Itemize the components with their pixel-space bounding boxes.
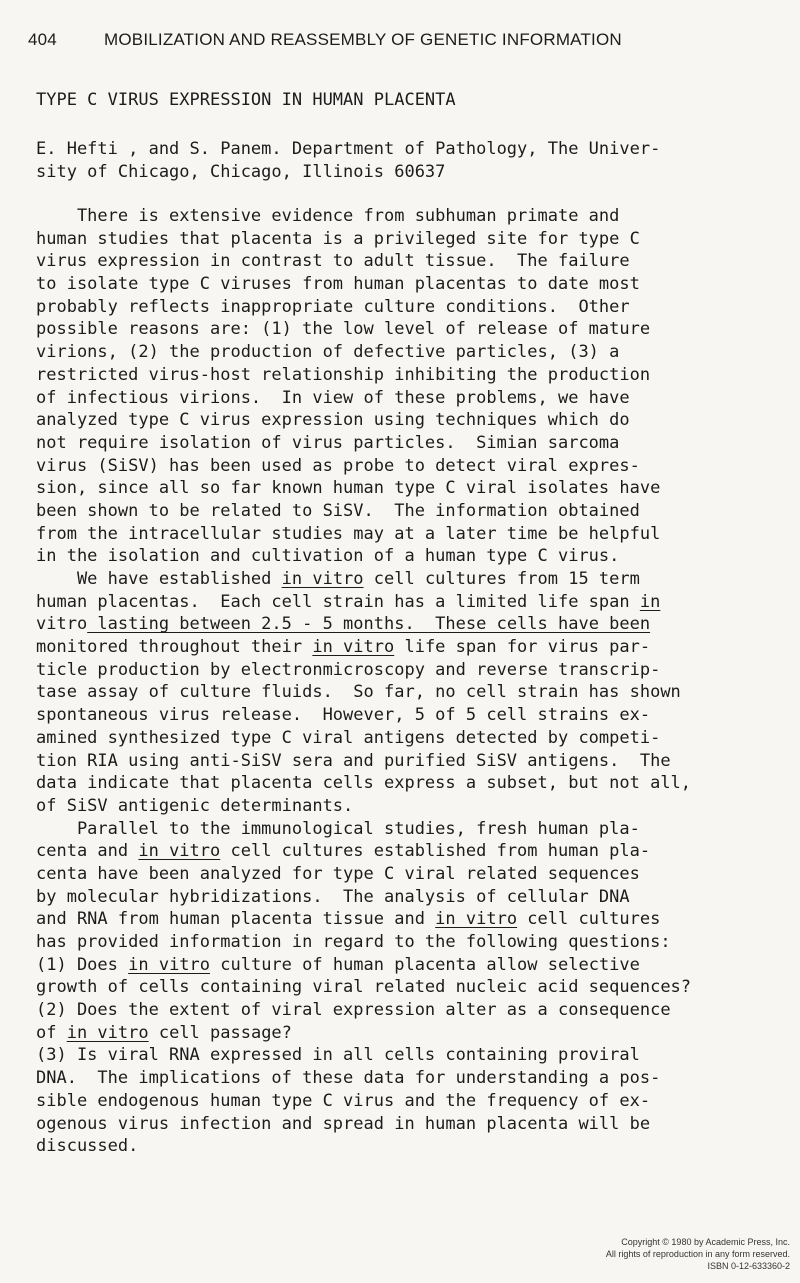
body-text-segment: amined synthesized type C viral antigens detected by competi- [36,727,661,748]
body-line [36,387,800,410]
body-line [36,750,800,773]
body-text-segment: to isolate type C viruses from human placentas to date most [36,274,640,295]
body-text-segment: tase assay of culture fluids. So far, no cell strain has shown [36,682,681,703]
body-text-segment: growth of cells containing viral related nucleic acid sequences? [36,977,692,998]
abstract-body [36,205,800,1158]
body-line [36,727,800,750]
body-text-segment: of SiSV antigenic determinants. [36,795,354,816]
body-text-segment: DNA. The implications of these data for understanding a pos- [36,1068,661,1089]
body-text-segment: tion RIA using anti-SiSV sera and purified SiSV antigens. The [36,750,671,771]
body-line [36,318,800,341]
body-line [36,954,800,977]
body-text-segment: sible endogenous human type C virus and the frequency of ex- [36,1090,651,1111]
body-text-segment: ticle production by electronmicroscopy and reverse transcrip- [36,659,661,680]
body-line [36,364,800,387]
copyright-line: Copyright © 1980 by Academic Press, Inc. [621,1237,790,1247]
page-number: 404 [28,30,57,49]
body-line [36,818,800,841]
body-line [36,681,800,704]
body-line [36,999,800,1022]
body-line [36,273,800,296]
body-text-segment: centa and [36,841,139,862]
author-affiliation-line-1: E. Hefti , and S. Panem. Department of Pathology, The Univer- [36,139,661,159]
body-line [36,1090,800,1113]
body-line [36,205,800,228]
copyright-notice [505,1236,790,1272]
body-text-segment: data indicate that placenta cells express a subset, but not all, [36,773,692,794]
body-line [36,409,800,432]
body-text-segment: (2) Does the extent of viral expression alter as a consequence [36,1000,671,1021]
underlined-term: in vitro [128,954,211,975]
body-line [36,931,800,954]
running-title: MOBILIZATION AND REASSEMBLY OF GENETIC INFORMATION [104,30,622,49]
body-text-segment: (3) Is viral RNA expressed in all cells containing proviral [36,1045,640,1066]
body-text-segment: We have established [36,569,282,589]
underlined-term: in vitro [138,841,221,862]
body-text-segment: possible reasons are: (1) the low level of release of mature [36,319,651,340]
body-text-segment: sion, since all so far known human type C viral isolates have [36,478,661,499]
body-line [36,886,800,909]
body-line [36,1067,800,1090]
body-text-segment: virus (SiSV) has been used as probe to detect viral expres- [36,455,640,476]
body-text-segment: virions, (2) the production of defective particles, (3) a [36,342,620,363]
body-line [36,1113,800,1136]
body-line [36,772,800,795]
body-line [36,795,800,818]
body-line [36,228,800,251]
body-line [36,545,800,568]
body-text-segment: There is extensive evidence from subhuman primate and [36,206,620,226]
author-affiliation-line-2: sity of Chicago, Chicago, Illinois 60637 [36,162,446,182]
body-text-segment: Parallel to the immunological studies, fresh human pla- [36,818,640,839]
rights-line: All rights of reproduction in any form reserved. [605,1249,790,1259]
body-line [36,976,800,999]
body-line [36,477,800,500]
underlined-term: in [639,591,661,612]
body-line [36,840,800,863]
body-text-segment: cell cultures from 15 term [363,569,640,589]
body-line [36,636,800,659]
isbn-line: ISBN 0-12-633360-2 [707,1261,790,1271]
body-line [36,523,800,546]
body-line [36,863,800,886]
body-text-segment: virus expression in contrast to adult tissue. The failure [36,251,630,272]
body-text-segment: has provided information in regard to the following questions: [36,932,671,952]
underlined-term: lasting between 2.5 - 5 months. These cells have been [87,614,651,635]
body-text-segment: (1) Does [36,954,129,975]
body-line [36,250,800,273]
body-text-segment: discussed. [36,1136,139,1157]
body-text-segment: in the isolation and cultivation of a human type C virus. [36,546,620,567]
underlined-term: in vitro [66,1022,149,1043]
body-text-segment: centa have been analyzed for type C viral related sequences [36,863,640,884]
underlined-term: in vitro [312,637,395,658]
body-line [36,591,800,614]
body-text-segment: ogenous virus infection and spread in human placenta will be [36,1113,651,1134]
body-text-segment: probably reflects inappropriate culture conditions. Other [36,296,630,317]
body-line [36,659,800,682]
body-text-segment: of infectious virions. In view of these problems, we have [36,387,630,408]
body-text-segment: culture of human placenta allow selective [210,954,640,975]
body-line [36,1135,800,1158]
underlined-term: in vitro [281,569,364,589]
body-line [36,296,800,319]
body-text-segment: life span for virus par- [394,637,651,658]
body-text-segment: not require isolation of virus particles. Simian sarcoma [36,432,620,453]
body-line [36,432,800,455]
body-line [36,455,800,478]
body-text-segment: cell cultures [517,909,661,930]
running-header [28,30,758,56]
body-text-segment: spontaneous virus release. However, 5 of 5 cell strains ex- [36,705,651,726]
body-text-segment: analyzed type C virus expression using techniques which do [36,410,630,431]
underlined-term: in vitro [435,909,518,930]
body-line [36,1044,800,1067]
body-text-segment: vitro [36,614,88,635]
body-text-segment: of [36,1022,67,1043]
body-text-segment: cell passage? [148,1022,292,1043]
body-text-segment: restricted virus-host relationship inhibiting the production [36,364,651,385]
article-title: TYPE C VIRUS EXPRESSION IN HUMAN PLACENTA [36,90,456,110]
body-line [36,1022,800,1045]
body-text-segment: human studies that placenta is a privileged site for type C [36,228,640,249]
body-text-segment: been shown to be related to SiSV. The information obtained [36,500,640,521]
body-line [36,908,800,931]
body-text-segment: monitored throughout their [36,637,313,658]
body-line [36,341,800,364]
body-line [36,568,800,591]
body-text-segment: cell cultures established from human pla- [220,841,651,862]
body-text-segment: from the intracellular studies may at a later time be helpful [36,523,661,544]
body-line [36,613,800,636]
body-text-segment: human placentas. Each cell strain has a limited life span [36,591,640,612]
body-text-segment: by molecular hybridizations. The analysis of cellular DNA [36,886,630,907]
body-line [36,704,800,727]
body-line [36,500,800,523]
body-text-segment: and RNA from human placenta tissue and [36,909,436,930]
